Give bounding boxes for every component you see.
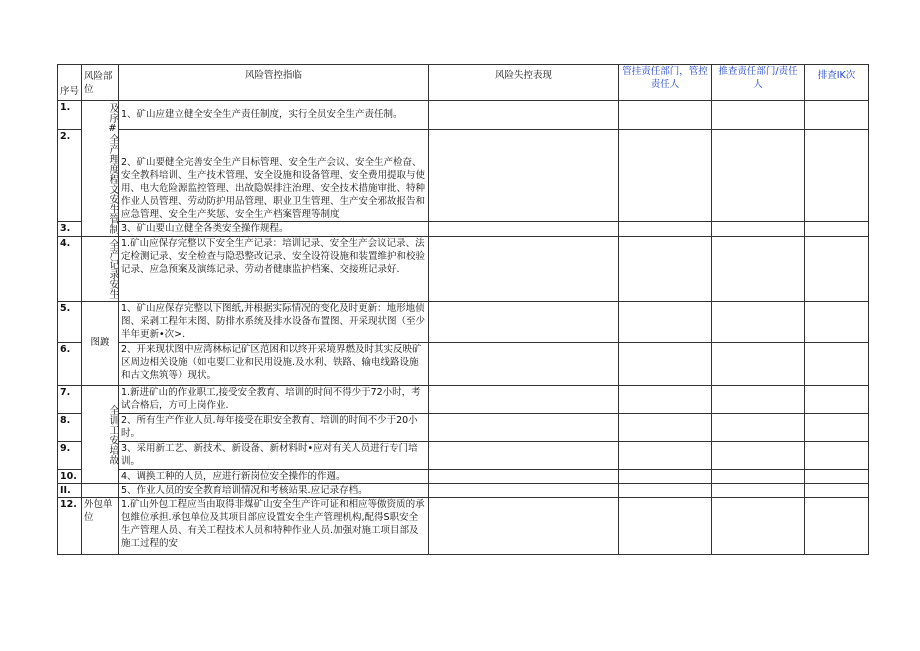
header-failure: 风险失控表现 xyxy=(429,65,619,101)
risk-measure: 2、矿山要健全完善安全生产目标管理、安全生产会议、安全生产检奋、安全教科培训、生产技术管理、安全设施和设备管理、安全费用提取与使用、电大危险源监控管理、出故隐娱排注治理、安全技术措施审批、特种作业人员管理、劳动防护用品管理、职业卫生管理、生产安全邪故报告和应急管理、安全生产奖惩、安全生产档案管理等制度 xyxy=(119,129,429,221)
row-number: 12. xyxy=(58,498,82,555)
row-number: 3. xyxy=(58,222,82,237)
row-number: 9. xyxy=(58,442,82,470)
row-number: 5. xyxy=(58,302,82,343)
table-row xyxy=(58,101,869,130)
risk-measure: 5、作业人员的安全教育培训情况和考核站果.应记录存档。 xyxy=(119,484,429,498)
risk-measure: 2、所有生产作业人员.每年接受在职安全教育、培训的时间不少于20小时。 xyxy=(119,414,429,442)
category-outsourcing: 外包单位 xyxy=(82,498,119,555)
risk-measure: 1、矿山应保存完整以下图纸,并根据实际情况的变化及时更新：地形地侦图、采剥工程年末图、防排水系统及排水设备布置图、开采现状图（至少半年更新•次>. xyxy=(119,302,429,343)
risk-measure: 2、开来现状图中应湾林标记矿区范困和以终开采境界燃及时其实反映矿区周边相关设施（如屯要匚业和民用设施.及水利、铁路、输电线路设施和古文焦筑等）现状。 xyxy=(119,343,429,386)
table-row xyxy=(58,484,869,498)
table-row xyxy=(58,343,869,386)
header-check-freq: 排査IK次 xyxy=(805,65,869,101)
row-number: 6. xyxy=(58,343,82,386)
row-number: 1. xyxy=(58,101,82,130)
risk-measure: 1.新进矿山的作业职工,接受安全教育、培训的时间不得少于72小时，考试合格后，方可上岗作业. xyxy=(119,386,429,414)
row-number: 10. xyxy=(58,470,82,484)
risk-control-table xyxy=(57,64,869,555)
table-row xyxy=(58,442,869,470)
header-dept-manage: 管挂责任部门，管控责任人 xyxy=(619,65,712,101)
table-row xyxy=(58,470,869,484)
header-dept-check: 推查责任部门/责任人 xyxy=(712,65,805,101)
header-area: 风险部位 xyxy=(82,65,119,101)
header-seq: 序号 xyxy=(58,65,82,101)
table-row xyxy=(58,222,869,237)
header-measure: 风险管控指临 xyxy=(119,65,429,101)
risk-measure: 1.矿山应保存完整以下安全生产记录：培训记录、安全生产会议记录、法定检测记录、安全检查与隐恐整改记录、安全设符设施和装置维护和校验记录、应急预案及演练记录、劳动者健康监护档案、交接班记录好. xyxy=(119,237,429,302)
risk-measure: 3、采用新工艺、新技术、新设备、新材料时•应对有关人员进行专门培训。 xyxy=(119,442,429,470)
risk-measure: 1.矿山外包工程应当由取得非煤矿山安全生产许可证和相应等傲资质的承包維位承担.承包单位及其项目部应设置安全生产管理机构,配得S职安全生产管理人员、有关工程技术人员和特种作业人员.加强对施工项目部及施工过程的安 xyxy=(119,498,429,555)
table-row xyxy=(58,302,869,343)
table-row xyxy=(58,129,869,221)
header-row xyxy=(58,65,869,101)
table-row xyxy=(58,237,869,302)
row-number: 4. xyxy=(58,237,82,302)
category-safety-system: 及序#全产理度程文安生管制 xyxy=(82,101,119,237)
row-number: 8. xyxy=(58,414,82,442)
table-row xyxy=(58,414,869,442)
table-row xyxy=(58,498,869,555)
risk-measure: 1、矿山应建立健全安全生产责任制度，实行全员安全生产责任制。 xyxy=(119,101,429,130)
row-number: 7. xyxy=(58,386,82,414)
row-number: 2. xyxy=(58,129,82,221)
category-safety-training: 全训工安培故 xyxy=(82,386,119,484)
table-row xyxy=(58,386,869,414)
category-drawings: 图踱 xyxy=(82,302,119,386)
risk-measure: 4、调换工种的人员，应进行新岗位安全操作的作週。 xyxy=(119,470,429,484)
category-safety-records: 全产记录安生 xyxy=(82,237,119,302)
row-number: II. xyxy=(58,484,82,498)
risk-measure: 3、矿山要山立健全各类安全操作规程。 xyxy=(119,222,429,237)
